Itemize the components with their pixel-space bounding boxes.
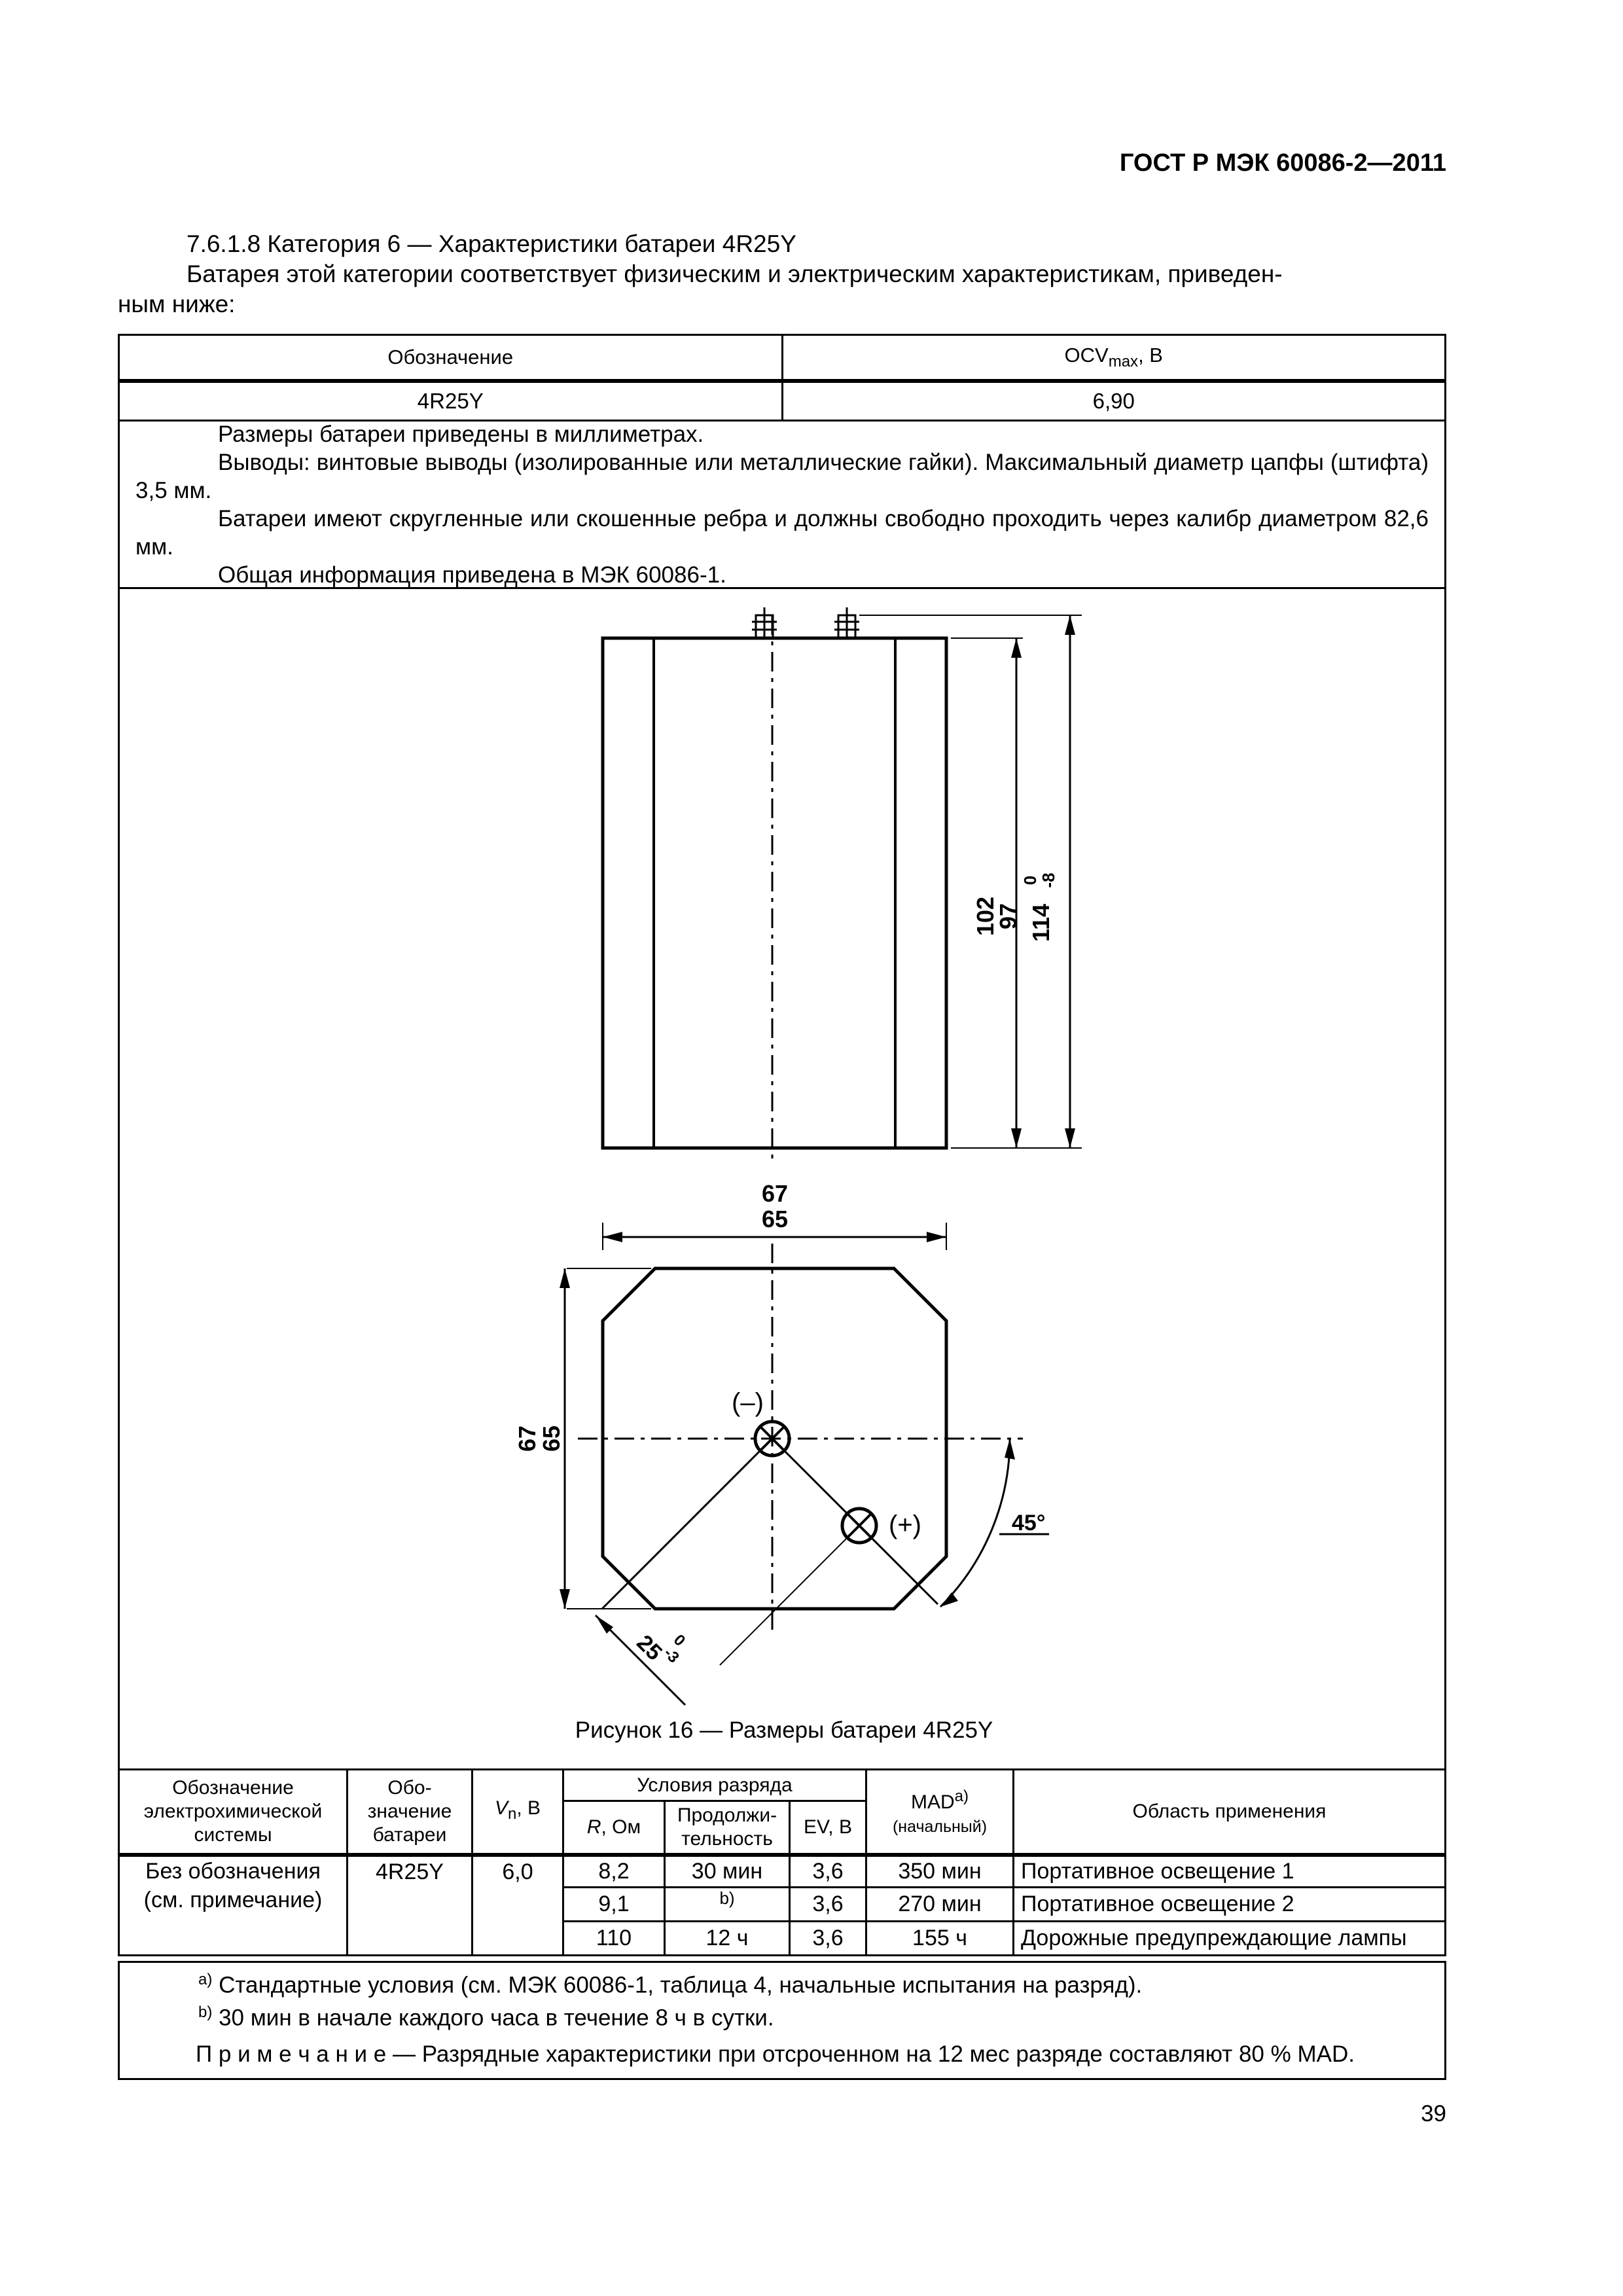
mad-header [866, 1770, 1014, 1855]
r-value: 9,1 [563, 1888, 665, 1922]
r-value: 8,2 [563, 1855, 665, 1888]
mad-header-sup: a) [954, 1787, 969, 1805]
info-block [118, 418, 1446, 589]
footnote-b-text: 30 мин в начале каждого часа в течение 8 ч в сутки. [212, 2005, 774, 2031]
ev-value: 3,6 [790, 1855, 866, 1888]
batt-header-line3: батареи [372, 1823, 447, 1846]
info-line2: Выводы: винтовые выводы (изолированные или металлические гайки). Максимальный диаметр цапфы (штифта) 3,5 мм. [135, 450, 1429, 503]
application-value: Портативное освещение 2 [1014, 1888, 1446, 1922]
r-value: 110 [563, 1922, 665, 1956]
vn-header-main: V [494, 1797, 508, 1820]
info-line3: Батареи имеют скругленные или скошенные ребра и должны свободно проходить через калибр диаметром 82,6 мм. [135, 506, 1429, 560]
negative-terminal-side [752, 607, 777, 638]
mad-value: 270 мин [866, 1888, 1014, 1922]
chem-header-line2: электрохимической [143, 1800, 323, 1822]
mad-value: 155 ч [866, 1922, 1014, 1956]
table-row [119, 1855, 1446, 1888]
standard-header: ГОСТ Р МЭК 60086-2—2011 [1119, 149, 1446, 177]
ocv-header-main: OCV [1064, 343, 1109, 367]
chem-value-line1: Без обозначения [145, 1858, 321, 1884]
ev-value: 3,6 [790, 1922, 866, 1956]
section-title: 7.6.1.8 Категория 6 — Характеристики батареи 4R25Y [187, 230, 796, 257]
dim-67-left-label: 67 [514, 1425, 541, 1452]
footnotes-block [118, 1961, 1446, 2080]
r-header-unit: , Ом [601, 1816, 641, 1838]
chem-system-header [119, 1770, 348, 1855]
application-value: Портативное освещение 1 [1014, 1855, 1446, 1888]
vn-header [473, 1770, 563, 1855]
ocv-header [782, 335, 1446, 382]
dim-97-label: 97 [995, 903, 1022, 930]
note [196, 2041, 1355, 2068]
dim-25-label: 25 [632, 1630, 667, 1666]
footnote-a-text: Стандартные условия (см. МЭК 60086-1, таблица 4, начальные испытания на разряд). [212, 1972, 1143, 1998]
info-line4: Общая информация приведена в МЭК 60086-1. [218, 562, 726, 588]
designation-value: 4R25Y [119, 381, 783, 421]
positive-terminal-side [834, 607, 859, 638]
discharge-table [118, 1768, 1446, 1956]
designation-table [118, 334, 1446, 422]
designation-header: Обозначение [119, 335, 783, 382]
batt-header-line1: Обо- [387, 1776, 432, 1799]
battery-drawing [120, 589, 1448, 1770]
footnote-a [198, 1971, 1142, 1999]
dim-25-upper-tol: 0 [669, 1631, 689, 1650]
footnote-b-mark: b) [198, 2003, 213, 2021]
application-value: Дорожные предупреждающие лампы [1014, 1922, 1446, 1956]
vn-header-unit: , В [516, 1797, 541, 1820]
figure-caption: Рисунок 16 — Размеры батареи 4R25Y [575, 1717, 993, 1743]
ocv-header-unit: , В [1138, 343, 1163, 367]
section-intro-line1: Батарея этой категории соответствует физическим и электрическим характеристикам, приведен- [187, 260, 1283, 287]
footnote-a-mark: a) [198, 1971, 213, 1988]
duration-value: b) [665, 1888, 790, 1922]
positive-label: (+) [889, 1511, 921, 1539]
note-text: — Разрядные характеристики при отсроченном на 12 мес разряде составляют 80 % MAD. [386, 2041, 1355, 2067]
footnote-b [198, 2003, 774, 2032]
dim-25-extension [720, 1526, 859, 1665]
r-header-main: R [586, 1816, 601, 1838]
mad-header-main: MAD [910, 1791, 955, 1813]
dim-114-upper-tol: 0 [1020, 875, 1040, 886]
ocv-value: 6,90 [782, 381, 1446, 421]
battery-header [348, 1770, 473, 1855]
vn-header-sub: n [507, 1805, 517, 1823]
duration-header-line2: тельность [681, 1827, 773, 1850]
mad-value: 350 мин [866, 1855, 1014, 1888]
chem-value-line2: (см. примечание) [143, 1887, 323, 1912]
conditions-header: Условия разряда [563, 1770, 866, 1801]
info-line1: Размеры батареи приведены в миллиметрах. [218, 422, 704, 447]
duration-value: 12 ч [665, 1922, 790, 1956]
vn-value: 6,0 [473, 1855, 563, 1956]
dim-114-lower-tol: -8 [1039, 872, 1058, 888]
dim-67-top-label: 67 [761, 1180, 789, 1207]
dim-114-label: 114 [1027, 903, 1054, 942]
mad-header-note: (начальный) [892, 1817, 988, 1836]
chem-system-value [119, 1855, 348, 1956]
ev-header: EV, В [790, 1801, 866, 1855]
chem-header-line3: системы [194, 1823, 272, 1846]
negative-label: (–) [732, 1388, 764, 1417]
battery-value: 4R25Y [348, 1855, 473, 1956]
batt-header-line2: значение [367, 1800, 452, 1822]
duration-header [665, 1801, 790, 1855]
duration-header-line1: Продолжи- [677, 1804, 777, 1826]
dim-65-top-label: 65 [761, 1206, 789, 1232]
section-intro-line2: ным ниже: [118, 291, 236, 317]
chem-header-line1: Обозначение [172, 1776, 294, 1799]
application-header: Область применения [1014, 1770, 1446, 1855]
page-number: 39 [1421, 2101, 1446, 2126]
figure-box [118, 589, 1446, 1770]
angle-label: 45° [1012, 1511, 1046, 1535]
angle-arc [940, 1439, 1010, 1607]
note-label: П р и м е ч а н и е [196, 2041, 387, 2067]
dim-65-left-label: 65 [538, 1425, 565, 1452]
ev-value: 3,6 [790, 1888, 866, 1922]
ocv-header-sub: max [1108, 353, 1139, 371]
diagonal-opposite-line [602, 1439, 772, 1609]
duration-value: 30 мин [665, 1855, 790, 1888]
dim-25-lower-tol: -3 [660, 1644, 683, 1667]
dim-102-label: 102 [972, 896, 999, 937]
r-header [563, 1801, 665, 1855]
